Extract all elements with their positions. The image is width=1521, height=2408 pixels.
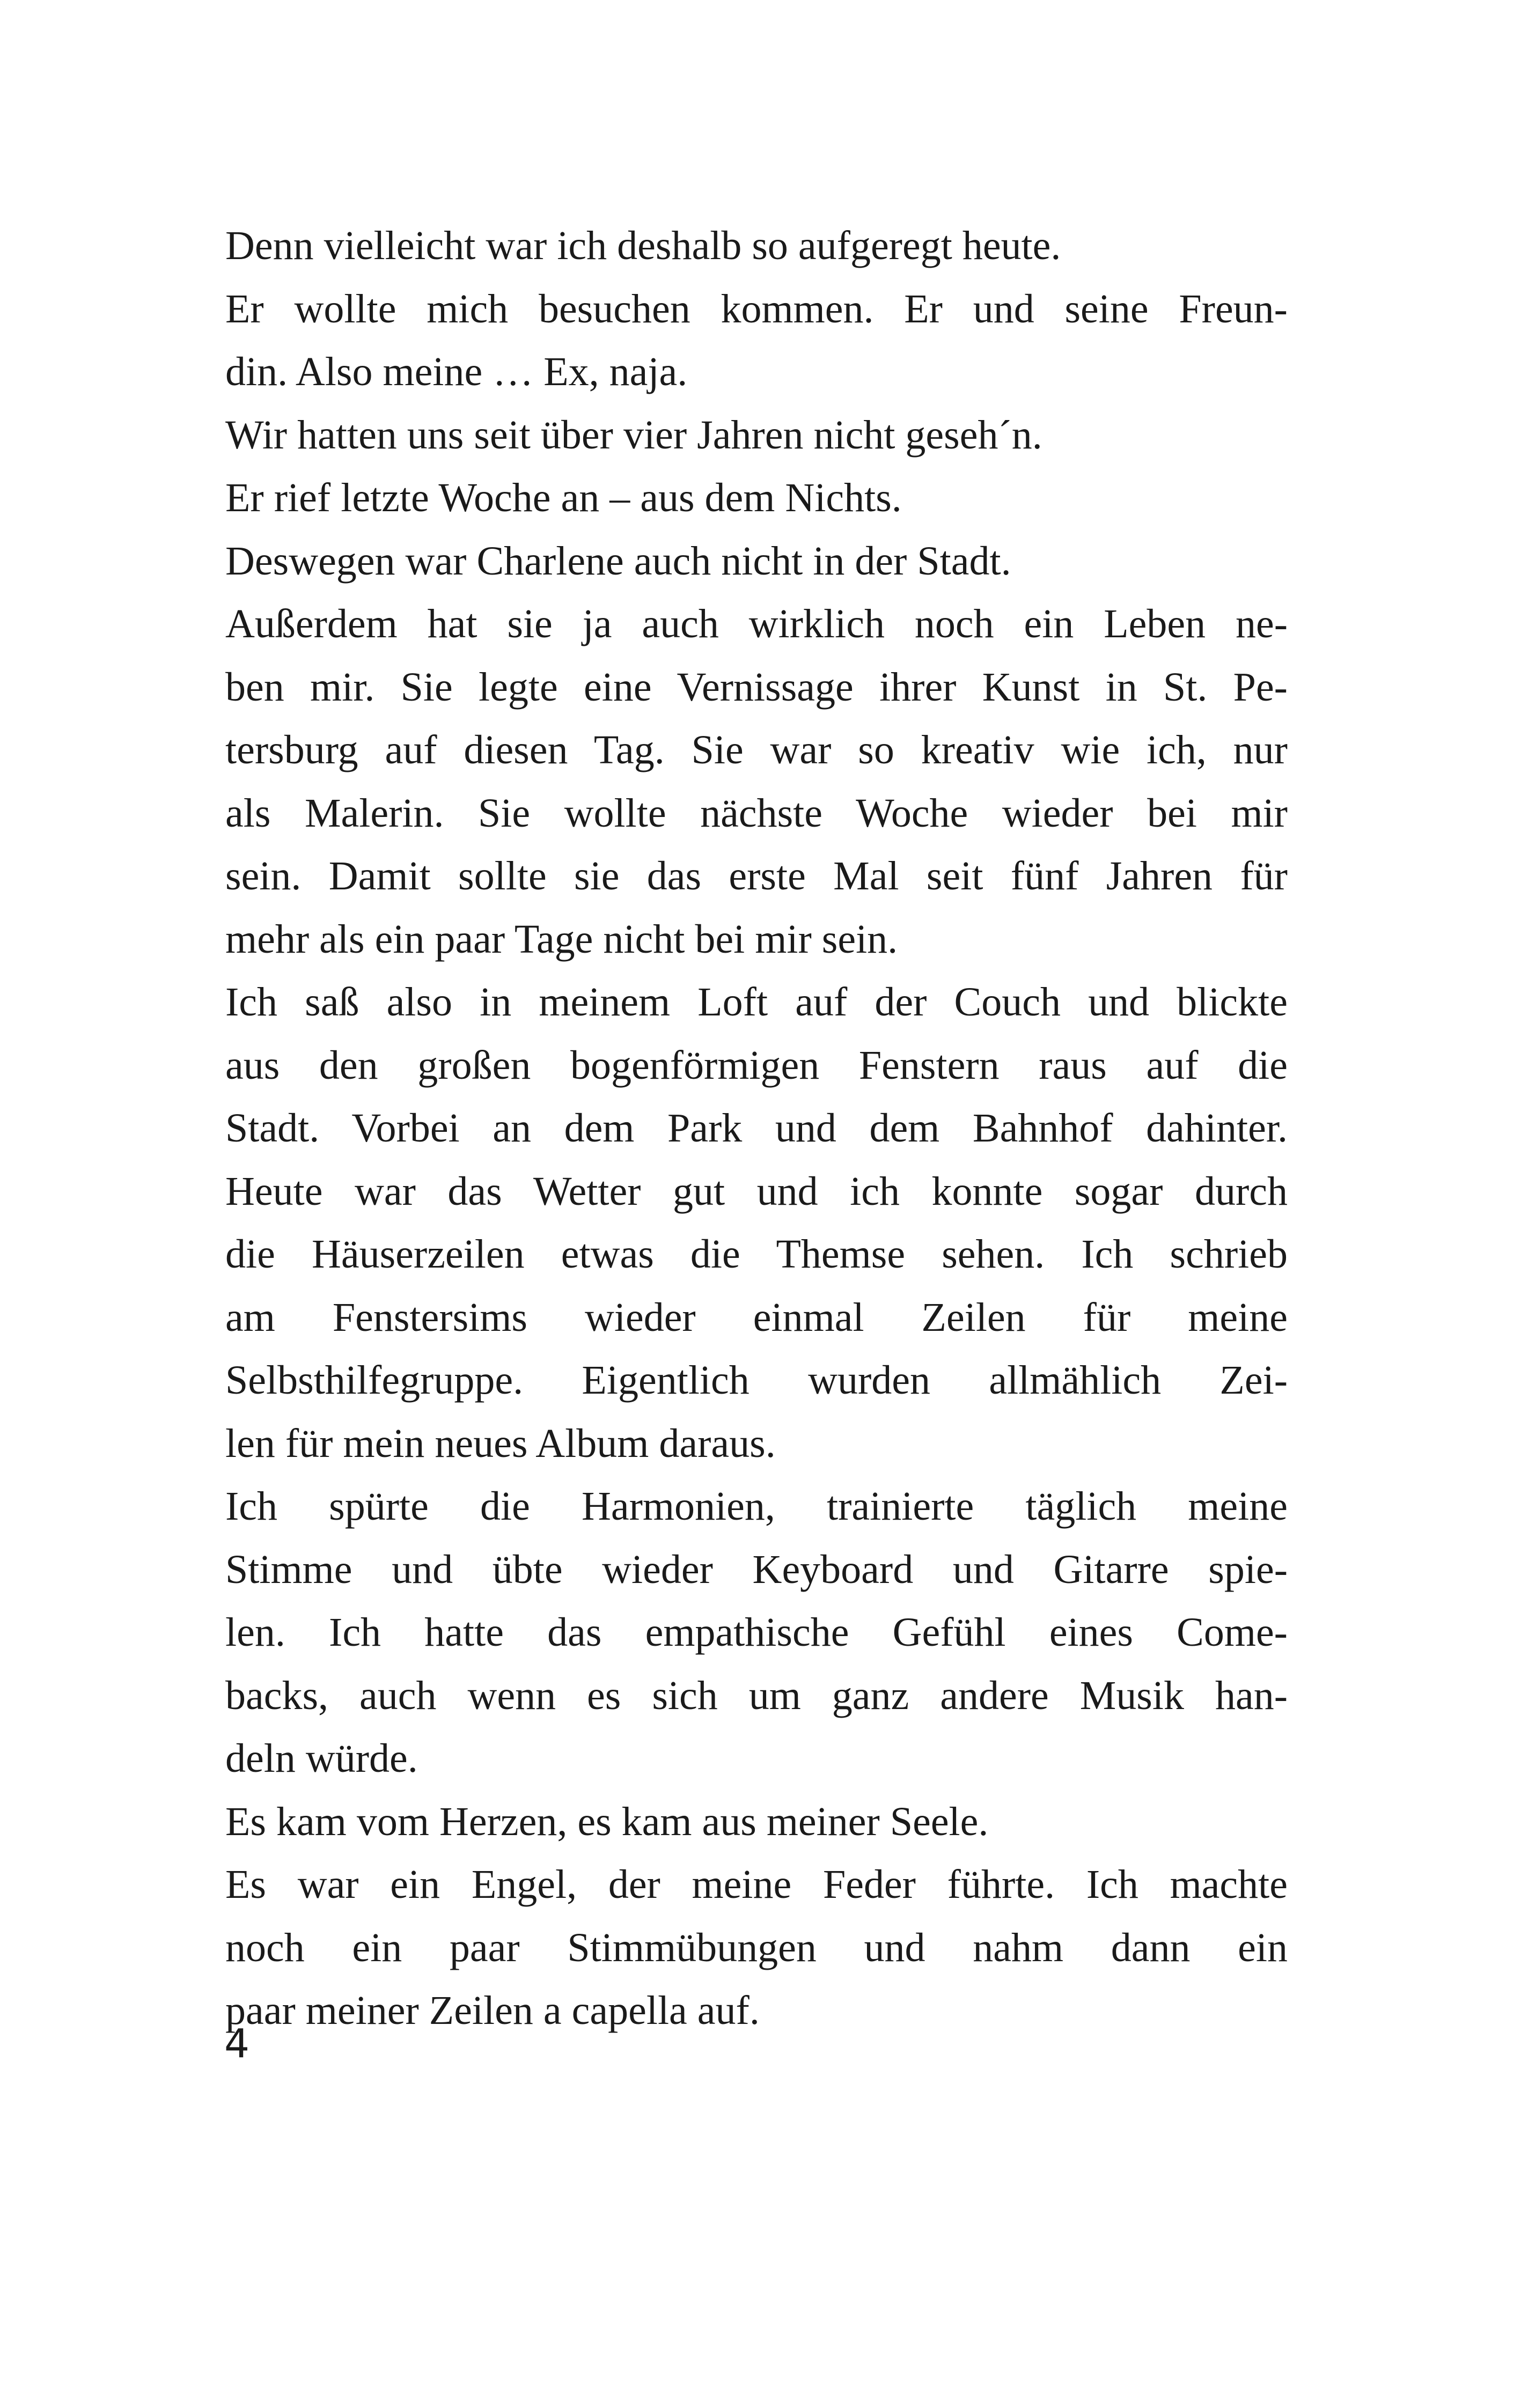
text-line: als Malerin. Sie wollte nächste Woche wieder bei mir [225, 790, 1288, 836]
text-line: Ich saß also in meinem Loft auf der Couch und blickte [225, 980, 1288, 1025]
text-line: paar meiner Zeilen a capella auf. [225, 1988, 760, 2033]
text-line: Es war ein Engel, der meine Feder führte. Ich machte [225, 1862, 1288, 1907]
text-line: die Häuserzeilen etwas die Themse sehen. Ich schrieb [225, 1232, 1288, 1277]
text-line: Denn vielleicht war ich deshalb so aufgeregt heute. [225, 223, 1061, 268]
text-line: backs, auch wenn es sich um ganz andere Musik han- [225, 1673, 1288, 1718]
text-line: Selbsthilfegruppe. Eigentlich wurden allmählich Zei- [225, 1358, 1288, 1403]
text-line: Es kam vom Herzen, es kam aus meiner Seele. [225, 1799, 989, 1844]
text-line: aus den großen bogenförmigen Fenstern raus auf die [225, 1042, 1288, 1088]
text-line: Heute war das Wetter gut und ich konnte sogar durch [225, 1168, 1288, 1214]
page-number: 4 [224, 2021, 250, 2067]
text-line: Außerdem hat sie ja auch wirklich noch ein Leben ne- [225, 601, 1288, 646]
text-line: len. Ich hatte das empathische Gefühl eines Come- [225, 1610, 1288, 1655]
body-text [225, 215, 1288, 2043]
text-line: sein. Damit sollte sie das erste Mal seit fünf Jahren für [225, 853, 1288, 899]
text-line: Er wollte mich besuchen kommen. Er und seine Freun- [225, 286, 1288, 332]
text-line: deln würde. [225, 1736, 418, 1781]
text-line: Er rief letzte Woche an – aus dem Nichts. [225, 475, 902, 520]
text-line: Wir hatten uns seit über vier Jahren nicht geseh´n. [225, 412, 1042, 458]
text-line: din. Also meine … Ex, naja. [225, 349, 688, 394]
text-line: Stimme und übte wieder Keyboard und Gitarre spie- [225, 1547, 1288, 1592]
text-line: mehr als ein paar Tage nicht bei mir sein. [225, 916, 898, 962]
text-line: Ich spürte die Harmonien, trainierte täglich meine [225, 1484, 1288, 1529]
text-line: tersburg auf diesen Tag. Sie war so kreativ wie ich, nur [225, 727, 1288, 772]
text-line: noch ein paar Stimmübungen und nahm dann ein [225, 1925, 1288, 1970]
text-line: Stadt. Vorbei an dem Park und dem Bahnhof dahinter. [225, 1106, 1288, 1151]
text-line: Deswegen war Charlene auch nicht in der Stadt. [225, 538, 1011, 584]
text-line: ben mir. Sie legte eine Vernissage ihrer Kunst in St. Pe- [225, 664, 1288, 710]
text-line: am Fenstersims wieder einmal Zeilen für meine [225, 1294, 1288, 1340]
text-line: len für mein neues Album daraus. [225, 1420, 776, 1466]
